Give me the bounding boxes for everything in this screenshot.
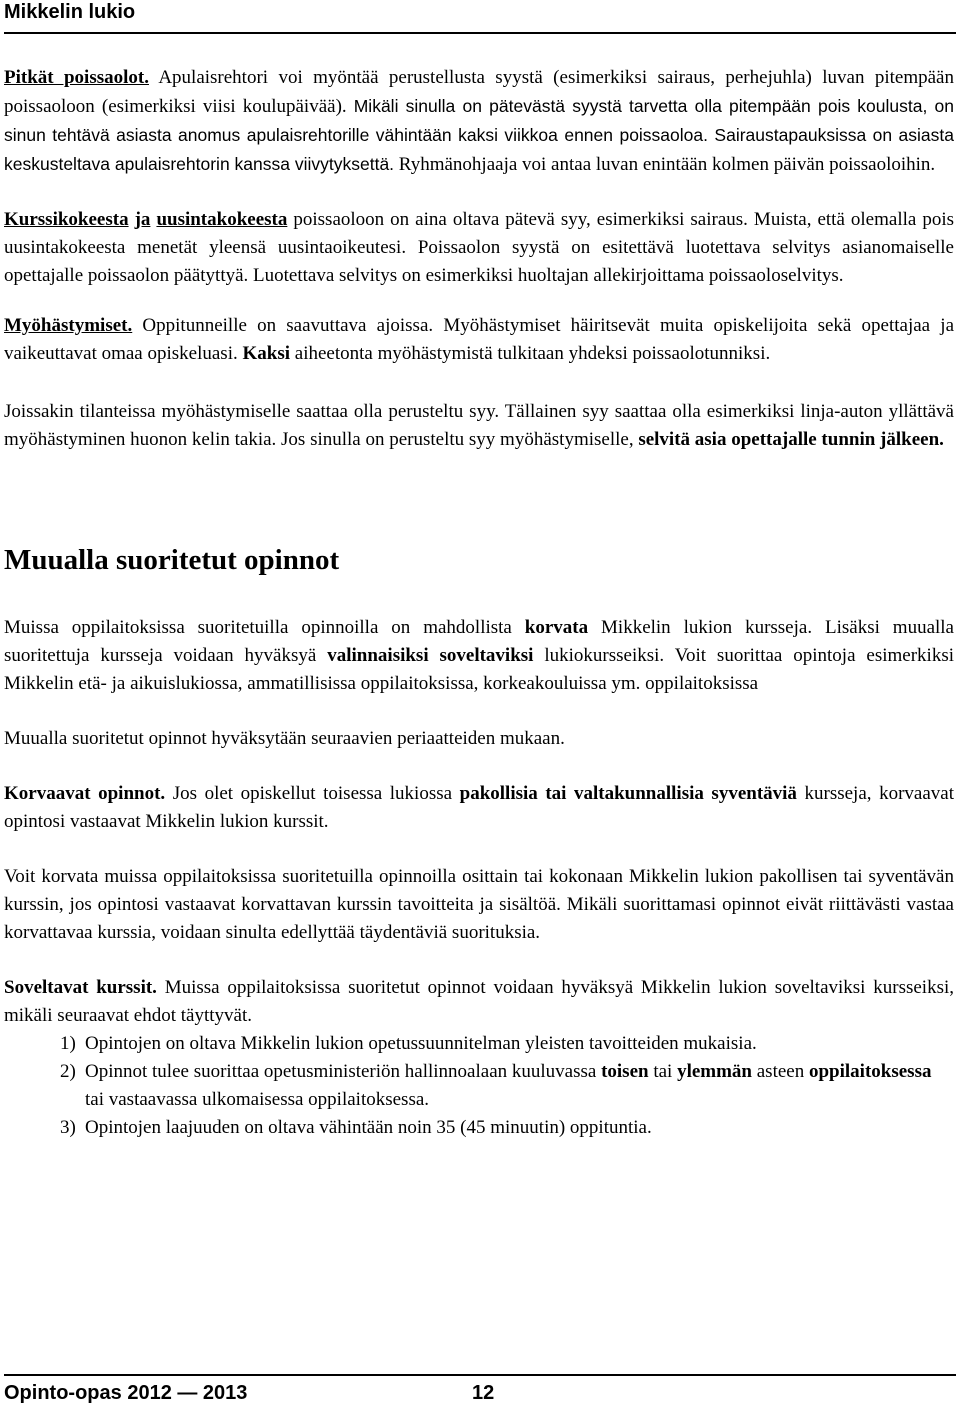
- lateness-text-2: aiheetonta myöhästymistä tulkitaan yhdeksi poissaolotunniksi.: [290, 343, 771, 364]
- school-name: Mikkelin lukio: [4, 1, 136, 23]
- list-item-text: asteen: [752, 1061, 809, 1082]
- elsewhere-text-1: Muissa oppilaitoksissa suoritetuilla opinnoilla on mahdollista: [4, 617, 525, 638]
- list-item-bold: toisen: [601, 1061, 649, 1082]
- list-item-text: tai vastaavassa ulkomaisessa oppilaitoksessa.: [85, 1089, 430, 1110]
- absence-heading: Pitkät poissaolot.: [4, 67, 149, 88]
- lateness-heading: Myöhästymiset.: [4, 315, 133, 336]
- course-exam-term: Kurssikokeesta: [4, 209, 129, 230]
- replacing-heading: Korvaavat opinnot.: [4, 783, 166, 804]
- replacing-paragraph: [4, 780, 954, 836]
- section-title: Muualla suoritetut opinnot: [4, 544, 340, 576]
- retake-exam-term: uusintakokeesta: [156, 209, 288, 230]
- exam-absence-paragraph: [4, 206, 954, 290]
- lateness-bold: Kaksi: [242, 343, 291, 364]
- list-item-text: tai: [648, 1061, 678, 1082]
- lateness-text-1: Oppitunneille on saavuttava ajoissa. Myöhästymiset häiritsevät muita opiskelijoita sekä opettajaa ja vaikeuttavat omaa opiskeluasi.: [4, 315, 954, 364]
- list-item-number: 1): [60, 1033, 76, 1054]
- applied-paragraph: [4, 974, 954, 1030]
- replacing-bold: pakollisia tai valtakunnallisia syventäviä: [459, 783, 797, 804]
- list-item: [4, 1030, 954, 1058]
- criteria-list: [4, 1030, 954, 1142]
- page-header: [4, 0, 956, 34]
- absence-text-2: Mikäli sinulla on pätevästä syystä tarvetta olla pitempään pois koulusta, on sinun tehtävä asiasta anomus apulaisrehtorille vähintään kaksi viikkoa ennen poissaoloa. Sairaustapauksissa on asiasta keskusteltava apulaisrehtorin kanssa viivytyksettä.: [4, 96, 954, 174]
- page-footer: [4, 1374, 956, 1405]
- principles-text: Muualla suoritetut opinnot hyväksytään seuraavien periaatteiden mukaan.: [4, 728, 565, 749]
- list-item-number: 2): [60, 1061, 76, 1082]
- absence-paragraph: [4, 64, 954, 179]
- applied-heading: Soveltavat kurssit.: [4, 977, 157, 998]
- list-item-text: Opintojen on oltava Mikkelin lukion opetussuunnitelman yleisten tavoitteiden mukaisia.: [85, 1033, 757, 1054]
- absence-text-1: Apulaisrehtori voi myöntää perustellusta syystä (esimerkiksi sairaus, perhejuhla) luvan pitempään poissaoloon (esimerkiksi viisi koulupäivää).: [4, 67, 954, 117]
- replacing-text-1: Jos olet opiskellut toisessa lukiossa: [165, 783, 460, 804]
- absence-text-3: Ryhmänohjaaja voi antaa luvan enintään kolmen päivän poissaoloihin.: [394, 154, 936, 175]
- replacing-text-2: kursseja, korvaavat opintosi vastaavat Mikkelin lukion kurssit.: [4, 783, 954, 832]
- applied-text: Muissa oppilaitoksissa suoritetut opinnot voidaan hyväksyä Mikkelin lukion soveltaviksi kursseiksi, mikäli seuraavat ehdot täyttyvät.: [4, 977, 954, 1026]
- elsewhere-bold-1: korvata: [524, 617, 589, 638]
- replacing-details-text: Voit korvata muissa oppilaitoksissa suoritetuilla opinnoilla osittain tai kokonaan Mikkelin lukion pakollisen tai syventävän kurssin, jos opintosi vastaavat korvattavan kurssin tavoitteita ja sisältöä. Mikäli suorittamasi opinnot eivät riittävästi vastaa korvattavaa kurssia, voidaan sinulta edellyttää täydentäviä suorituksia.: [4, 866, 954, 943]
- exam-absence-text: poissaoloon on aina oltava pätevä syy, esimerkiksi sairaus. Muista, että olemalla pois uusintakokeesta menetät yleensä uusintaoikeutesi. Poissaolon syystä on esitettävä luotettava selvitys asianomaiselle opettajalle poissaolon päätyttyä. Luotettava selvitys on esimerkiksi huoltajan allekirjoittama poissaoloselvitys.: [4, 209, 955, 286]
- footer-label: Opinto-opas 2012 — 2013: [4, 1382, 248, 1404]
- list-item-bold: ylemmän: [677, 1061, 752, 1082]
- elsewhere-bold-2: valinnaisiksi soveltaviksi: [327, 645, 534, 666]
- document-body: [4, 64, 954, 1142]
- lateness-reason-text: Joissakin tilanteissa myöhästymiselle saattaa olla perusteltu syy. Tällainen syy saattaa olla esimerkiksi linja-auton yllättävä myöhästyminen huonon kelin takia. Jos sinulla on perusteltu syy myöhästymiselle,: [4, 401, 954, 450]
- principles-paragraph: [4, 725, 954, 753]
- lateness-paragraph: [4, 312, 954, 368]
- list-item-text: Opinnot tulee suorittaa opetusministeriön hallinnoalaan kuuluvassa: [85, 1061, 602, 1082]
- and-term: ja: [134, 209, 151, 230]
- list-item-text: Opintojen laajuuden on oltava vähintään noin 35 (45 minuutin) oppituntia.: [85, 1117, 652, 1138]
- elsewhere-paragraph: [4, 614, 954, 698]
- list-item-number: 3): [60, 1117, 76, 1138]
- list-item: [4, 1058, 954, 1114]
- list-item: [4, 1114, 954, 1142]
- replacing-details-paragraph: [4, 863, 954, 947]
- elsewhere-text-3: lukiokursseiksi. Voit suorittaa opintoja esimerkiksi Mikkelin etä- ja aikuislukiossa, ammatillisissa oppilaitoksissa, korkeakouluissa ym. oppilaitoksissa: [4, 645, 954, 694]
- page-number: 12: [472, 1382, 495, 1404]
- lateness-reason-paragraph: [4, 398, 954, 454]
- elsewhere-text-2: Mikkelin lukion kursseja. Lisäksi muualla suoritettuja kursseja voidaan hyväksyä: [4, 617, 954, 666]
- lateness-reason-bold: selvitä asia opettajalle tunnin jälkeen.: [638, 429, 944, 450]
- list-item-bold: oppilaitoksessa: [808, 1061, 932, 1082]
